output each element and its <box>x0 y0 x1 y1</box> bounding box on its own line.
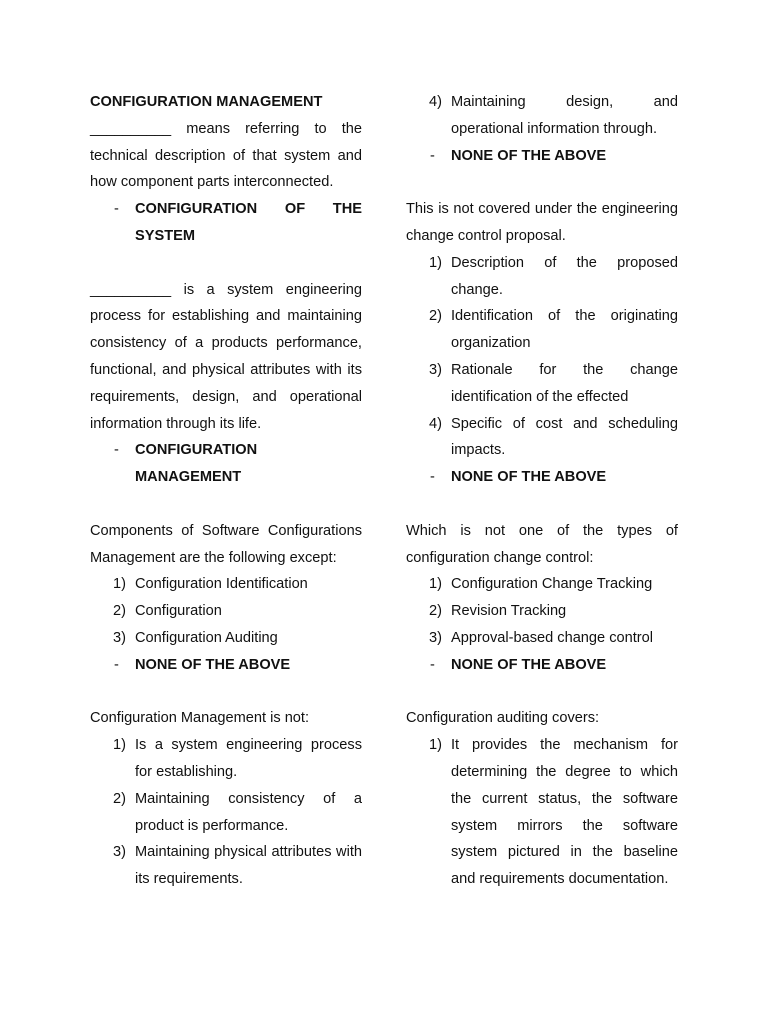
list-item-text: Approval-based change control <box>451 629 654 646</box>
list-item <box>406 357 678 411</box>
list-item-text: Configuration Identification <box>135 576 308 593</box>
list-item-text: Configuration Auditing <box>135 629 278 646</box>
dash-marker: - <box>430 656 435 673</box>
list-number: 1) <box>429 737 442 754</box>
answer-text: CONFIGURATION MANAGEMENT <box>135 442 258 486</box>
list-number: 3) <box>429 629 442 646</box>
list-number: 1) <box>429 576 442 593</box>
answer-text: NONE OF THE ABOVE <box>135 656 291 673</box>
list-item-text: Identification of the originating organization <box>451 308 678 352</box>
list-item <box>406 732 678 893</box>
dash-marker: - <box>114 656 119 673</box>
dash-marker: - <box>430 469 435 486</box>
list-item-text: Is a system engineering process for establishing. <box>135 737 362 780</box>
list-number: 4) <box>429 415 442 432</box>
question-4 <box>90 705 362 893</box>
question-5 <box>406 196 678 491</box>
question-text: Components of Software Configurations Management are the following except: <box>90 522 362 566</box>
answer-item <box>406 464 678 491</box>
list-item-text: Configuration <box>135 603 222 620</box>
list-item <box>406 89 678 143</box>
list-item-text: Maintaining design, and operational information through. <box>451 94 678 137</box>
answer-item <box>90 196 362 250</box>
list-item-text: Configuration Change Tracking <box>451 576 653 593</box>
answer-item <box>406 143 678 170</box>
dash-marker: - <box>114 201 119 218</box>
list-item <box>90 839 362 893</box>
list-number: 1) <box>429 254 442 271</box>
list-item <box>406 250 678 304</box>
answer-text: NONE OF THE ABOVE <box>451 469 607 486</box>
question-text: __________ is a system engineering process for establishing and maintaining consistency of a products performance, functional, and physical attributes with its requirements, design, and operational information through its life. <box>90 281 362 432</box>
answer-text: CONFIGURATION OF THE SYSTEM <box>135 201 362 244</box>
list-item-text: Maintaining physical attributes with its requirements. <box>135 844 362 888</box>
dash-marker: - <box>114 442 119 459</box>
list-item-text: Rationale for the change identification of the effected <box>451 361 678 405</box>
list-number: 1) <box>113 576 126 593</box>
list-item <box>90 625 362 652</box>
list-number: 3) <box>429 361 442 378</box>
answer-text: NONE OF THE ABOVE <box>451 656 607 673</box>
list-item-text: It provides the mechanism for determining the degree to which the current status, the software system mirrors the software system pictured in the baseline and requirements documentation. <box>451 737 678 888</box>
answer-text: NONE OF THE ABOVE <box>451 147 607 164</box>
list-item <box>90 571 362 598</box>
list-number: 2) <box>429 308 442 325</box>
right-column <box>406 89 678 920</box>
list-number: 3) <box>113 844 126 861</box>
question-1 <box>90 89 362 250</box>
question-text: Which is not one of the types of configuration change control: <box>406 522 678 566</box>
list-item <box>406 303 678 357</box>
list-number: 3) <box>113 629 126 646</box>
list-item-text: Maintaining consistency of a product is performance. <box>135 790 362 834</box>
question-2 <box>90 277 362 491</box>
list-item-text: Revision Tracking <box>451 603 567 620</box>
list-item <box>90 598 362 625</box>
list-item <box>90 786 362 840</box>
list-item-text: Description of the proposed change. <box>451 254 678 298</box>
question-text: __________ means referring to the technical description of that system and how component parts interconnected. <box>90 120 362 191</box>
left-column <box>90 89 362 920</box>
question-3 <box>90 518 362 679</box>
list-number: 2) <box>429 603 442 620</box>
list-item <box>406 411 678 465</box>
list-item-text: Specific of cost and scheduling impacts. <box>451 415 678 459</box>
answer-item <box>406 652 678 679</box>
question-text: This is not covered under the engineering change control proposal. <box>406 201 678 244</box>
answer-item <box>90 652 362 679</box>
list-item <box>406 625 678 652</box>
question-text: Configuration Management is not: <box>90 710 310 727</box>
list-number: 2) <box>113 790 126 807</box>
question-6 <box>406 518 678 679</box>
question-7 <box>406 705 678 893</box>
list-number: 2) <box>113 603 126 620</box>
question-text: Configuration auditing covers: <box>406 710 600 727</box>
dash-marker: - <box>430 147 435 164</box>
list-item <box>406 598 678 625</box>
list-number: 4) <box>429 94 442 110</box>
question-4-continued <box>406 89 678 169</box>
list-item <box>90 732 362 786</box>
list-number: 1) <box>113 737 126 754</box>
page-heading: CONFIGURATION MANAGEMENT <box>90 94 323 110</box>
list-item <box>406 571 678 598</box>
answer-item <box>90 437 362 491</box>
